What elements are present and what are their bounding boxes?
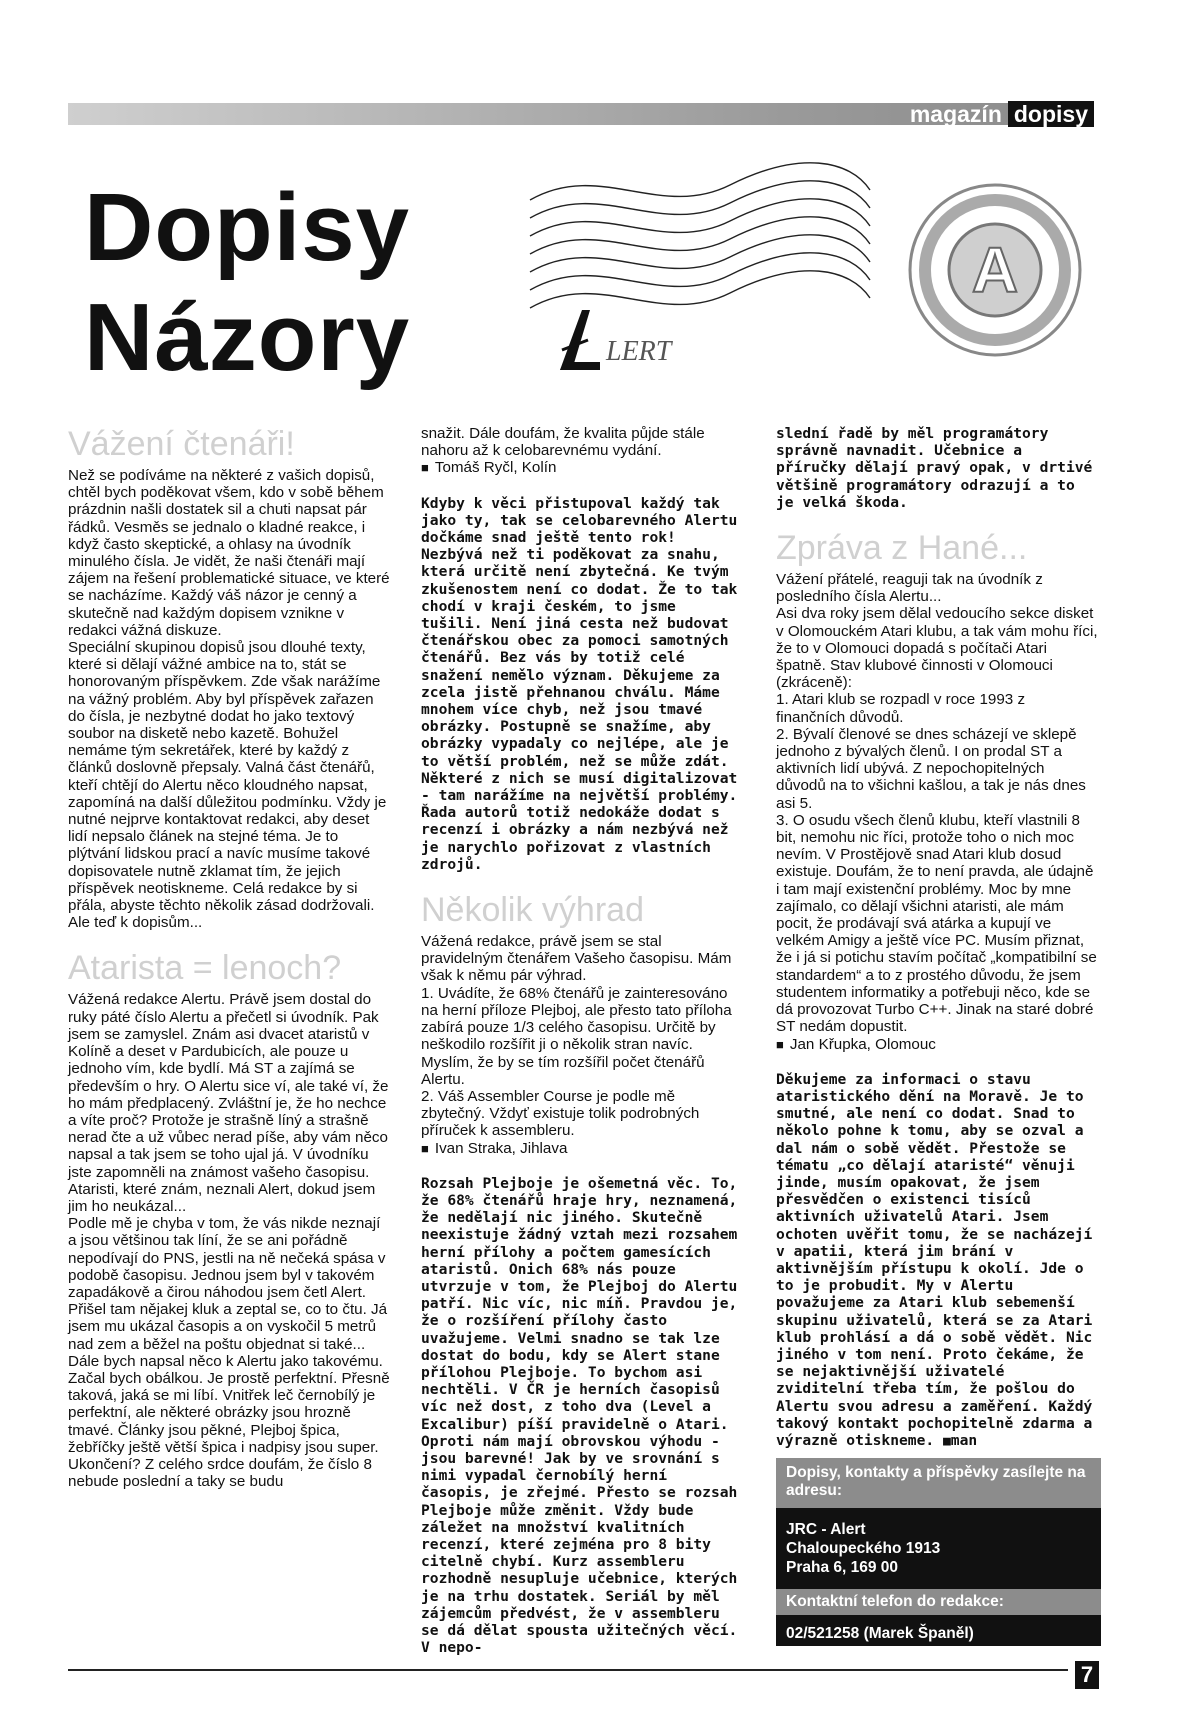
col3-point-2: 2. Bývalí členové se dnes scházejí ve sklepě jednoho z bývalých členů. I on prodal ST a aktivních lidí ubývá. Z nepochopitelných důvodů na to všichni kašlou, a tak je nás dnes asi 5. xyxy=(776,725,1086,812)
column-2 xyxy=(421,425,743,1656)
col2-signature-2: ■ Ivan Straka, Jihlava xyxy=(421,1140,743,1157)
col3-letter-2: Asi dva roky jsem dělal vedoucího sekce disket v Olomouckém Atari klubu, a tak vám mohu říci, že to v Olomouci dopadá s počítači Atari špatně. Stav klubové činnosti v Olomouci (zkráceně): xyxy=(776,605,1098,692)
col3-letter: Vážení přátelé, reaguji tak na úvodník z posledního čísla Alertu... xyxy=(776,571,1043,606)
wavy-cancel-lines xyxy=(530,163,870,308)
col1-intro-2: Speciální skupinou dopisů jsou dlouhé texty, které si dělají vážné ambice na to, stát se honorovaným příspěvkem. Zde však narážíme na vážný problém. Aby byl příspěvek zařazen do čísla, je nezbytné dodat ho jako textový soubor na disketě nebo kazetě. Bohužel nemáme tým sekretářek, které by každý z článků doslovně přepsaly. Valná část čtenářů, kteří chtějí do Alertu něco kloudného napsat, zapomíná na další důležitou podmínku. Vždy je nutné nejprve kontaktovat redakci, aby deset lidí nepsalo článek na stejné téma. Je to plýtvání lidskou prací a navíc musíme takové dopisovatele nutně zklamat tím, že jejich příspěvek neotiskneme. Celá redakce by si přála, abyste těchto několik zásad dodržovali. Ale teď k dopisům... xyxy=(68,639,387,932)
col1-intro: Než se podíváme na některé z vašich dopisů, chtěl bych poděkovat všem, kdo v sobě během prázdnin našli dostatek sil a chuti napsat pár řádků. Vesměs se jednalo o kladné reakce, i když často skeptické, a ohlasy na úvodník minulého čísla. Je vidět, že naši čtenáři mají zájem na řešení problematické situace, ve které se nacházíme. Každý váš názor je cenný a skutečně nad každým dopisem vznikne v redakci vážná diskuze. xyxy=(68,467,390,639)
alert-logo xyxy=(560,310,600,370)
col2-continuation: snažit. Dále doufám, že kvalita půjde stále nahoru až k celobarevnému vydání. xyxy=(421,425,705,460)
column-3 xyxy=(776,425,1098,1450)
title-line-2: Názory xyxy=(84,284,411,391)
footer-rule xyxy=(68,1669,1068,1671)
address-line-1: JRC - Alert xyxy=(786,1521,866,1538)
section-tab xyxy=(904,101,1094,127)
col1-heading: Vážení čtenáři! xyxy=(68,425,295,463)
logo-text: LERT xyxy=(606,336,672,367)
section-label: dopisy xyxy=(1008,101,1094,127)
col2-signature-1: ■ Tomáš Ryčl, Kolín xyxy=(421,459,743,476)
col1-letter-2: Podle mě je chyba v tom, že vás nikde neznají a jsou většinou tak líní, že se ani pořádně nepodívají do PNS, jestli na ně nečeká spása v podobě časopisu. Jednou jsem byl v takovém zapadákově a čirou náhodou jsem četl Alert. Přišel tam nějakej kluk a zeptal se, co to čtu. Já jsem mu ukázal časopis a on vyskočil 5 metrů nad zem a běžel na poštu objednat si také... xyxy=(68,1215,388,1353)
col1-letter-4: Ukončení? Z celého srdce doufám, že číslo 8 nebude poslední a taky se budu xyxy=(68,1455,372,1491)
alert-stamp-circle xyxy=(910,185,1080,355)
col2-letter: Vážená redakce, právě jsem se stal pravidelným čtenářem Vašeho časopisu. Mám však k němu pár výhrad. xyxy=(421,933,732,985)
contact-header: Dopisy, kontakty a příspěvky zasílejte na adresu: xyxy=(776,1458,1101,1508)
col2-reply-2: Rozsah Plejboje je ošemetná věc. To, že 68% čtenářů hraje hry, neznamená, že nedělají nic jiného. Skutečně neexistuje žádný vztah mezi rozsahem herní přílohy a počtem gamesících ataristů. Onich 68% nás pouze utvrzuje v tom, že Plejboj do Alertu patří. Nic víc, nic míň. Pravdou je, že o rozšíření přílohy často uvažujeme. Velmi snadno se tak lze dostat do bodu, kdy se Alert stane přílohou Plejboje. To bychom asi nechtěli. V ČR je herních časopisů víc než dost, z toho dva (Level a Excalibur) píší pravidelně o Atari. Oproti nám mají obrovskou výhodu - jsou barevné! Jak by ve srovnání s nimi vypadal černobílý herní časopis, je zřejmé. Přesto se rozsah Plejboje může změnit. Vždy bude záležet na množství kvalitních recenzí, které zejména pro 8 bity citelně chybí. Kurz assembleru rozhodně nesupluje učebnice, kterých je na trhu dostatek. Seriál by měl zájemcům předvést, že v assembleru se dá dělat spousta užitečných věcí. V nepo- xyxy=(421,1174,738,1657)
col3-point-1: 1. Atari klub se rozpadl v roce 1993 z finančních důvodů. xyxy=(776,691,1026,726)
col3-heading: Zpráva z Hané... xyxy=(776,529,1028,568)
col2-reply-1: Kdyby k věci přistupoval každý tak jako ty, tak se celobarevného Alertu dočkáme snad ještě tento rok! Nezbývá než ti poděkovat za snahu, která určitě není zbytečná. Ke tvým zkušenostem není co dodat. Že to tak chodí v kraji českém, to jsme tušili. Není jiná cesta než budovat čtenářskou obec za pomoci samotných čtenářů. Bez vás by totiž celé snažení nemělo význam. Děkujeme za zcela jistě přehnanou chválu. Máme mnohem více chyb, než jsou tmavé obrázky. Postupně se snažíme, aby obrázky vypadaly co nejlépe, ale je to větší problém, než se může zdát. Některé z nich se musí digitalizovat - tam narážíme na největší problémy. Řada autorů totiž nedokáže dodat s recenzí i obrázky a nám nezbývá než je narychlo pořizovat z vlastních zdrojů. xyxy=(421,494,738,873)
col1-letter: Vážená redakce Alertu. Právě jsem dostal do ruky páté číslo Alertu a přečetl si úvodník. Pak jsem se zamyslel. Znám asi dvacet ataristů v Kolíně a deset v Pardubicích, ale pouze u jednoho vím, kde bydlí. Má ST a zajímá se především o hry. O Alertu sice ví, ale také ví, že ho mám předplacený. Zvláštní je, že ho nechce a víte proč? Protože je strašně líný a strašně nerad čte a už vůbec nerad píše, aby vám něco napsal a tak jsem se toho ujal já. V úvodníku jste zapomněli na známost vašeho časopisu. Ataristi, které znám, neznali Alert, dokud jsem jim ho neukázal... xyxy=(68,991,389,1215)
col3-reply: Děkujeme za informaci o stavu ataristického dění na Moravě. Je to smutné, ale není co dodat. Snad to několo pohne k tomu, aby se ozval a dal nám o sobě vědět. Přestože se tématu „co dělají ataristé“ věnuji jinde, musím opakovat, že jsem přesvědčen o existenci tisíců aktivních uživatelů Atari. Jsem ochoten uvěřit tomu, že se nacházejí v apatii, která jim brání v aktivnějším přístupu k okolí. Jde o to je probudit. My v Alertu považujeme za Atari klub sebemenší skupinu uživatelů, která se za Atari klub prohlásí a dá o sobě vědět. Nic jiného v tom není. Proto čekáme, že se nejaktivnější uživatelé zviditelní třeba tím, že pošlou do Alertu svou adresu a zaměření. Každý takový kontakt pochopitelně zdarma a výrazně otiskneme. ■man xyxy=(776,1070,1093,1449)
magazine-label: magazín xyxy=(909,100,1002,127)
phone-label: Kontaktní telefon do redakce: xyxy=(776,1589,1101,1615)
address-line-2: Chaloupeckého 1913 xyxy=(786,1540,941,1557)
postmark-logo xyxy=(520,160,1090,400)
svg-text:A: A xyxy=(971,234,1019,306)
col3-reply-signature: man xyxy=(950,1431,978,1449)
col3-signature: ■ Jan Křupka, Olomouc xyxy=(776,1036,1098,1053)
col3-continuation: slední řadě by měl programátory správně navnadit. Učebnice a příručky dělají pravý opak, v drtivé většině programátory odrazují a to je velká škoda. xyxy=(776,425,1093,511)
col1-letter-3: Dále bych napsal něco k Alertu jako takovému. Začal bych obálkou. Je prostě perfektní. Přesně taková, jaká se mi líbí. Vnitřek leč černobílý je perfektní, ale některé obrázky jsou hrozně tmavé. Články jsou pěkné, Plejboj špica, žebříčky ještě větší špica i nadpisy jsou super. xyxy=(68,1352,390,1456)
col2-heading: Několik výhrad xyxy=(421,891,644,930)
column-1 xyxy=(68,425,390,1490)
col2-point-1: 1. Uvádíte, že 68% čtenářů je zainteresováno na herní příloze Plejboj, ale přesto tato příloha zabírá pouze 1/3 celého časopisu. Určitě by neškodilo rozšířit ji o několik stran navíc. Myslím, že by se tím rozšířil počet čtenářů Alertu. xyxy=(421,984,732,1088)
contact-address xyxy=(776,1508,1101,1577)
page-number: 7 xyxy=(1075,1661,1099,1689)
col2-point-2: 2. Váš Assembler Course je podle mě zbytečný. Vždyť existuje tolik podrobných příruček k assembleru. xyxy=(421,1087,700,1140)
col1-heading-2: Atarista = lenoch? xyxy=(68,949,342,988)
col3-reply-text: Děkujeme za informaci o stavu ataristického dění na Moravě. Je to smutné, ale není co dodat. Snad to několo pohne k tomu, aby se ozval a dal nám o sobě vědět. Přestože se tématu „co dělají ataristé“ věnuji jinde, musím opakovat, že jsem přesvědčen o existenci tisíců aktivních uživatelů Atari. Jsem ochoten uvěřit tomu, že se nacházejí v apatii, která jim brání v aktivnějším přístupu k okolí. Jde o to je probudit. My v Alertu považujeme za Atari klub sebemenší skupinu uživatelů, která se za Atari klub prohlásí a dá o sobě vědět. Nic jiného v tom není. Proto čekáme, že se nejaktivnější uživatelé zviditelní třeba tím, že pošlou do Alertu svou adresu a zaměření. Každý takový kontakt pochopitelně zdarma a výrazně otiskneme. xyxy=(776,1070,1093,1449)
col3-point-3: 3. O osudu všech členů klubu, kteří vlastnili 8 bit, nemohu nic říci, protože toho o nich moc nevím. V Prostějově snad Atari klub dosud existuje. Doufám, že to není pravda, ale údajně i tam mají existenční problémy. Moc by mne zajímalo, co dělají všichni ataristi, ale mám pocit, že prodávají svá atárka a kupují ve velkém Amigy a ještě více PC. Musím přiznat, že i já si potichu stavím počítač „kompatibilní se standardem“ a to z prostého důvodu, že jsem studentem informatiky a potřebuji něco, kde se dá provozovat Turbo C++. Jinak na staré dobré ST nedám dopustit. xyxy=(776,811,1097,1036)
phone-number: 02/521258 (Marek Španěl) xyxy=(786,1625,974,1642)
contact-box xyxy=(776,1458,1101,1646)
title-line-1: Dopisy xyxy=(84,174,411,281)
address-line-3: Praha 6, 169 00 xyxy=(786,1559,899,1576)
